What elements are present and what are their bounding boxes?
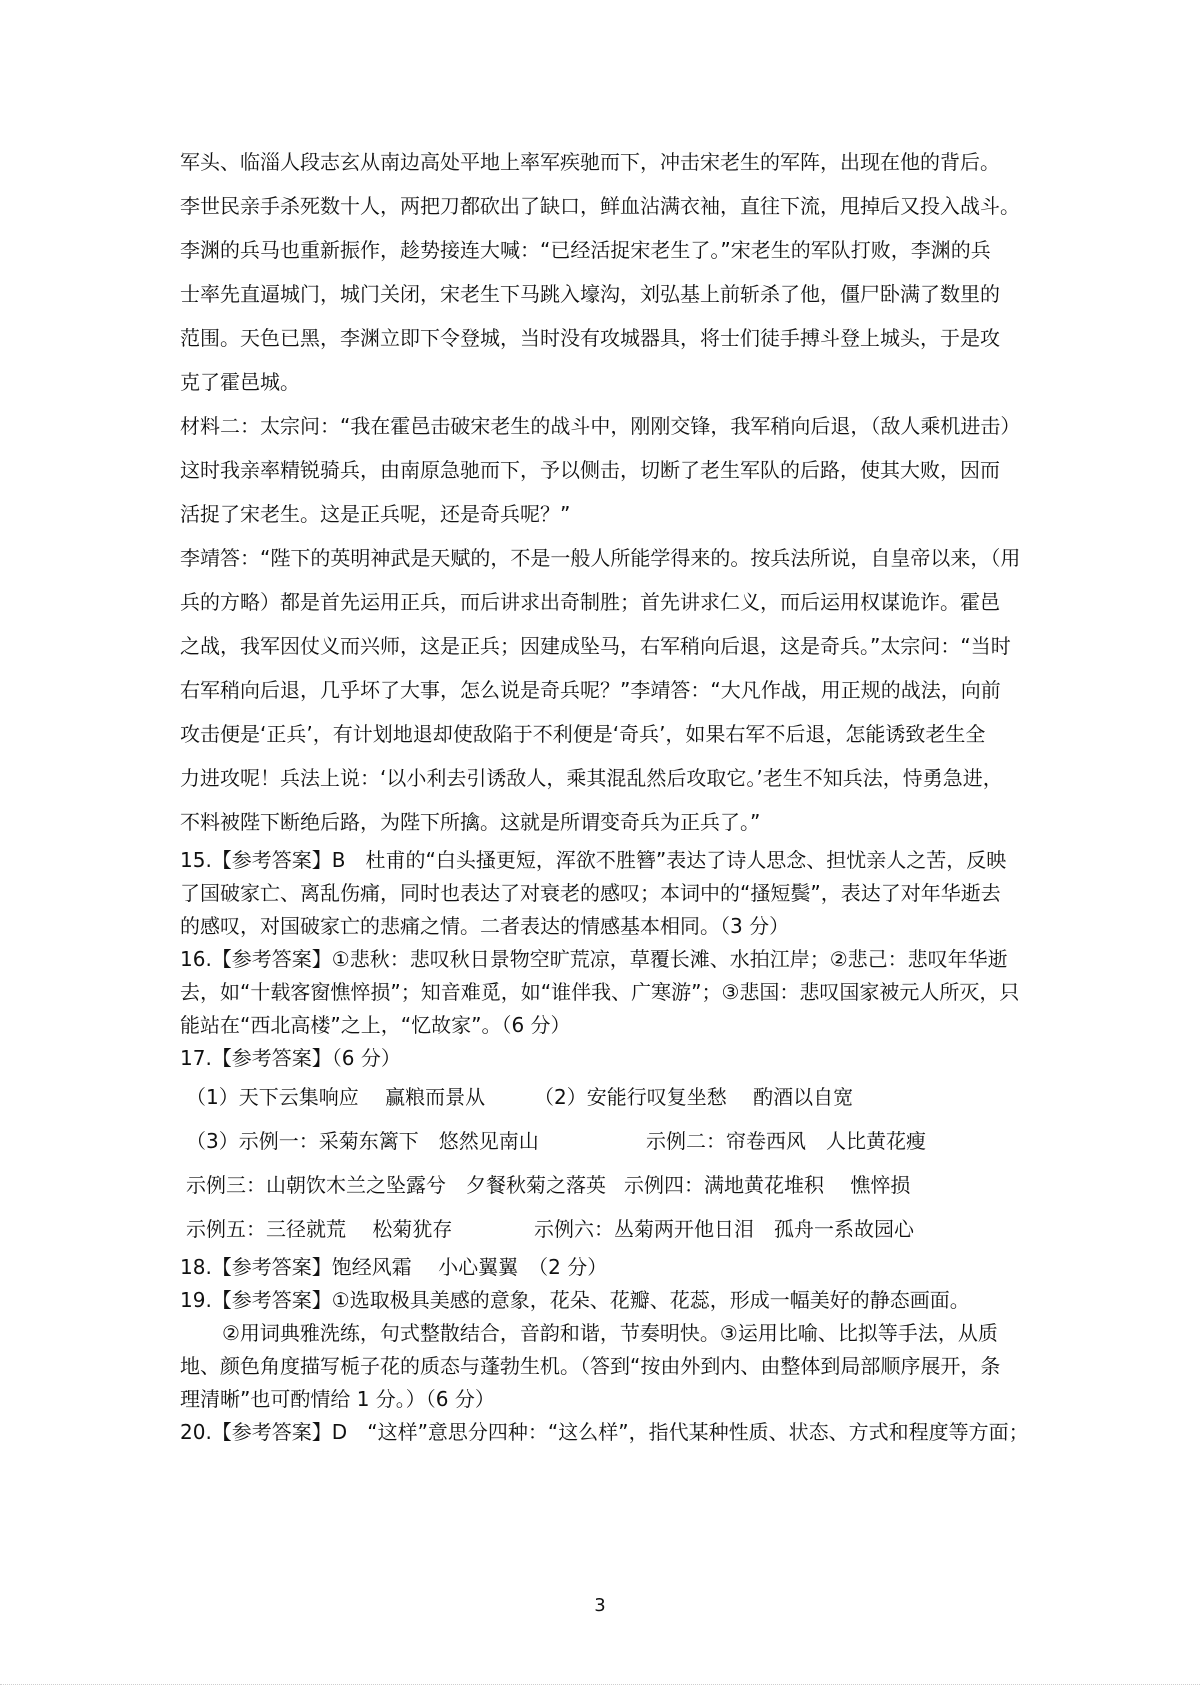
- answer-17-cell: 示例二：帘卷西风 人比黄花瘦: [646, 1129, 926, 1153]
- page-number: 3: [594, 1595, 606, 1616]
- text-line: 兵的方略）都是首先运用正兵，而后讲求出奇制胜；首先讲求仁义，而后运用权谋诡诈。霍邑: [180, 590, 1000, 614]
- text-line: 16.【参考答案】①悲秋：悲叹秋日景物空旷荒凉，草覆长滩、水拍江岸；②悲己：悲叹年华逝: [180, 947, 1008, 971]
- text-line: 士率先直逼城门，城门关闭，宋老生下马跳入壕沟，刘弘基上前斩杀了他，僵尸卧满了数里的: [180, 282, 1000, 306]
- answer-15: [180, 844, 1030, 943]
- page-content: [180, 140, 1030, 1449]
- text-line: 去，如“十载客窗憔悴损”；知音难觅，如“谁伴我、广寒游”；③悲国：悲叹国家被元人所灭，只: [180, 980, 1020, 1004]
- li-jing-answer-translation: [180, 536, 1030, 844]
- text-line: 范围。天色已黑，李渊立即下令登城，当时没有攻城器具，将士们徒手搏斗登上城头，于是攻: [180, 326, 1000, 350]
- text-line: 军头、临淄人段志玄从南边高处平地上率军疾驰而下，冲击宋老生的军阵，出现在他的背后。: [180, 150, 1000, 174]
- answer-18: 18.【参考答案】饱经风霜 小心翼翼 （2 分）: [180, 1255, 608, 1279]
- answer-17: [180, 1042, 1030, 1251]
- text-line: 19.【参考答案】①选取极具美感的意象，花朵、花瓣、花蕊，形成一幅美好的静态画面。: [180, 1288, 970, 1312]
- answer-17-cell: 示例三：山朝饮木兰之坠露兮 夕餐秋菊之落英: [186, 1173, 606, 1197]
- text-line: 攻击便是‘正兵’，有计划地退却使敌陷于不利便是‘奇兵’，如果右军不后退，怎能诱致老生全: [180, 722, 986, 746]
- answer-17-row: [180, 1119, 1030, 1163]
- text-line: 力进攻呢！兵法上说：‘以小利去引诱敌人，乘其混乱然后攻取它。’老生不知兵法，恃勇急进，: [180, 766, 1003, 790]
- answer-19: [180, 1284, 1030, 1416]
- material-two-translation: [180, 404, 1030, 536]
- answer-17-row: [180, 1163, 1030, 1207]
- text-line: 的感叹，对国破家亡的悲痛之情。二者表达的情感基本相同。（3 分）: [180, 914, 790, 938]
- text-line: 李世民亲手杀死数十人，两把刀都砍出了缺口，鲜血沾满衣袖，直往下流，甩掉后又投入战斗。: [180, 194, 1020, 218]
- text-line: ②用词典雅洗练，句式整散结合，音韵和谐，节奏明快。③运用比喻、比拟等手法，从质: [222, 1321, 998, 1345]
- text-line: 15.【参考答案】B 杜甫的“白头搔更短，浑欲不胜簪”表达了诗人思念、担忧亲人之苦，反映: [180, 848, 1007, 872]
- text-line: 理清晰”也可酌情给 1 分。）（6 分）: [180, 1387, 495, 1411]
- answer-17-cell: 示例六：丛菊两开他日泪 孤舟一系故园心: [534, 1217, 914, 1241]
- text-line: 李靖答：“陛下的英明神武是天赋的，不是一般人所能学得来的。按兵法所说，自皇帝以来，（用: [180, 546, 1021, 570]
- text-line: 这时我亲率精锐骑兵，由南原急驰而下，予以侧击，切断了老生军队的后路，使其大败，因而: [180, 458, 1000, 482]
- text-line: 右军稍向后退，几乎坏了大事，怎么说是奇兵呢？”李靖答：“大凡作战，用正规的战法，向前: [180, 678, 1001, 702]
- text-line: 李渊的兵马也重新振作，趁势接连大喊：“已经活捉宋老生了。”宋老生的军队打败，李渊的兵: [180, 238, 991, 262]
- page-edge-divider: [0, 1684, 1200, 1685]
- material-one-translation: [180, 140, 1030, 404]
- text-line: 材料二：太宗问：“我在霍邑击破宋老生的战斗中，刚刚交锋，我军稍向后退，（敌人乘机进击）: [180, 414, 1021, 438]
- text-line: 不料被陛下断绝后路，为陛下所擒。这就是所谓变奇兵为正兵了。”: [180, 810, 761, 834]
- text-line: 之战，我军因仗义而兴师，这是正兵；因建成坠马，右军稍向后退，这是奇兵。”太宗问：“当时: [180, 634, 1011, 658]
- answer-17-title: 17.【参考答案】（6 分）: [180, 1046, 401, 1070]
- answer-17-cell: （2）安能行叹复坐愁 酌酒以自宽: [534, 1085, 854, 1109]
- text-line: 克了霍邑城。: [180, 370, 300, 394]
- text-line: 了国破家亡、离乱伤痛，同时也表达了对衰老的感叹；本词中的“搔短鬓”，表达了对年华逝去: [180, 881, 1001, 905]
- answer-17-cell: （3）示例一：采菊东篱下 悠然见南山: [186, 1129, 539, 1153]
- text-line: 能站在“西北高楼”之上，“忆故家”。（6 分）: [180, 1013, 571, 1037]
- answer-16: [180, 943, 1030, 1042]
- answer-17-row: [180, 1075, 1030, 1119]
- answer-17-cell: 示例五：三径就荒 松菊犹存: [186, 1217, 453, 1241]
- answer-17-row: [180, 1207, 1030, 1251]
- answer-17-cell: （1）天下云集响应 赢粮而景从: [186, 1085, 486, 1109]
- answer-17-cell: 示例四：满地黄花堆积 憔悴损: [624, 1173, 911, 1197]
- text-line: 地、颜色角度描写栀子花的质态与蓬勃生机。（答到“按由外到内、由整体到局部顺序展开，条: [180, 1354, 1001, 1378]
- text-line: 活捉了宋老生。这是正兵呢，还是奇兵呢？”: [180, 502, 571, 526]
- answer-20: 20.【参考答案】D “这样”意思分四种：“这么样”，指代某种性质、状态、方式和程度等方面；: [180, 1420, 1029, 1444]
